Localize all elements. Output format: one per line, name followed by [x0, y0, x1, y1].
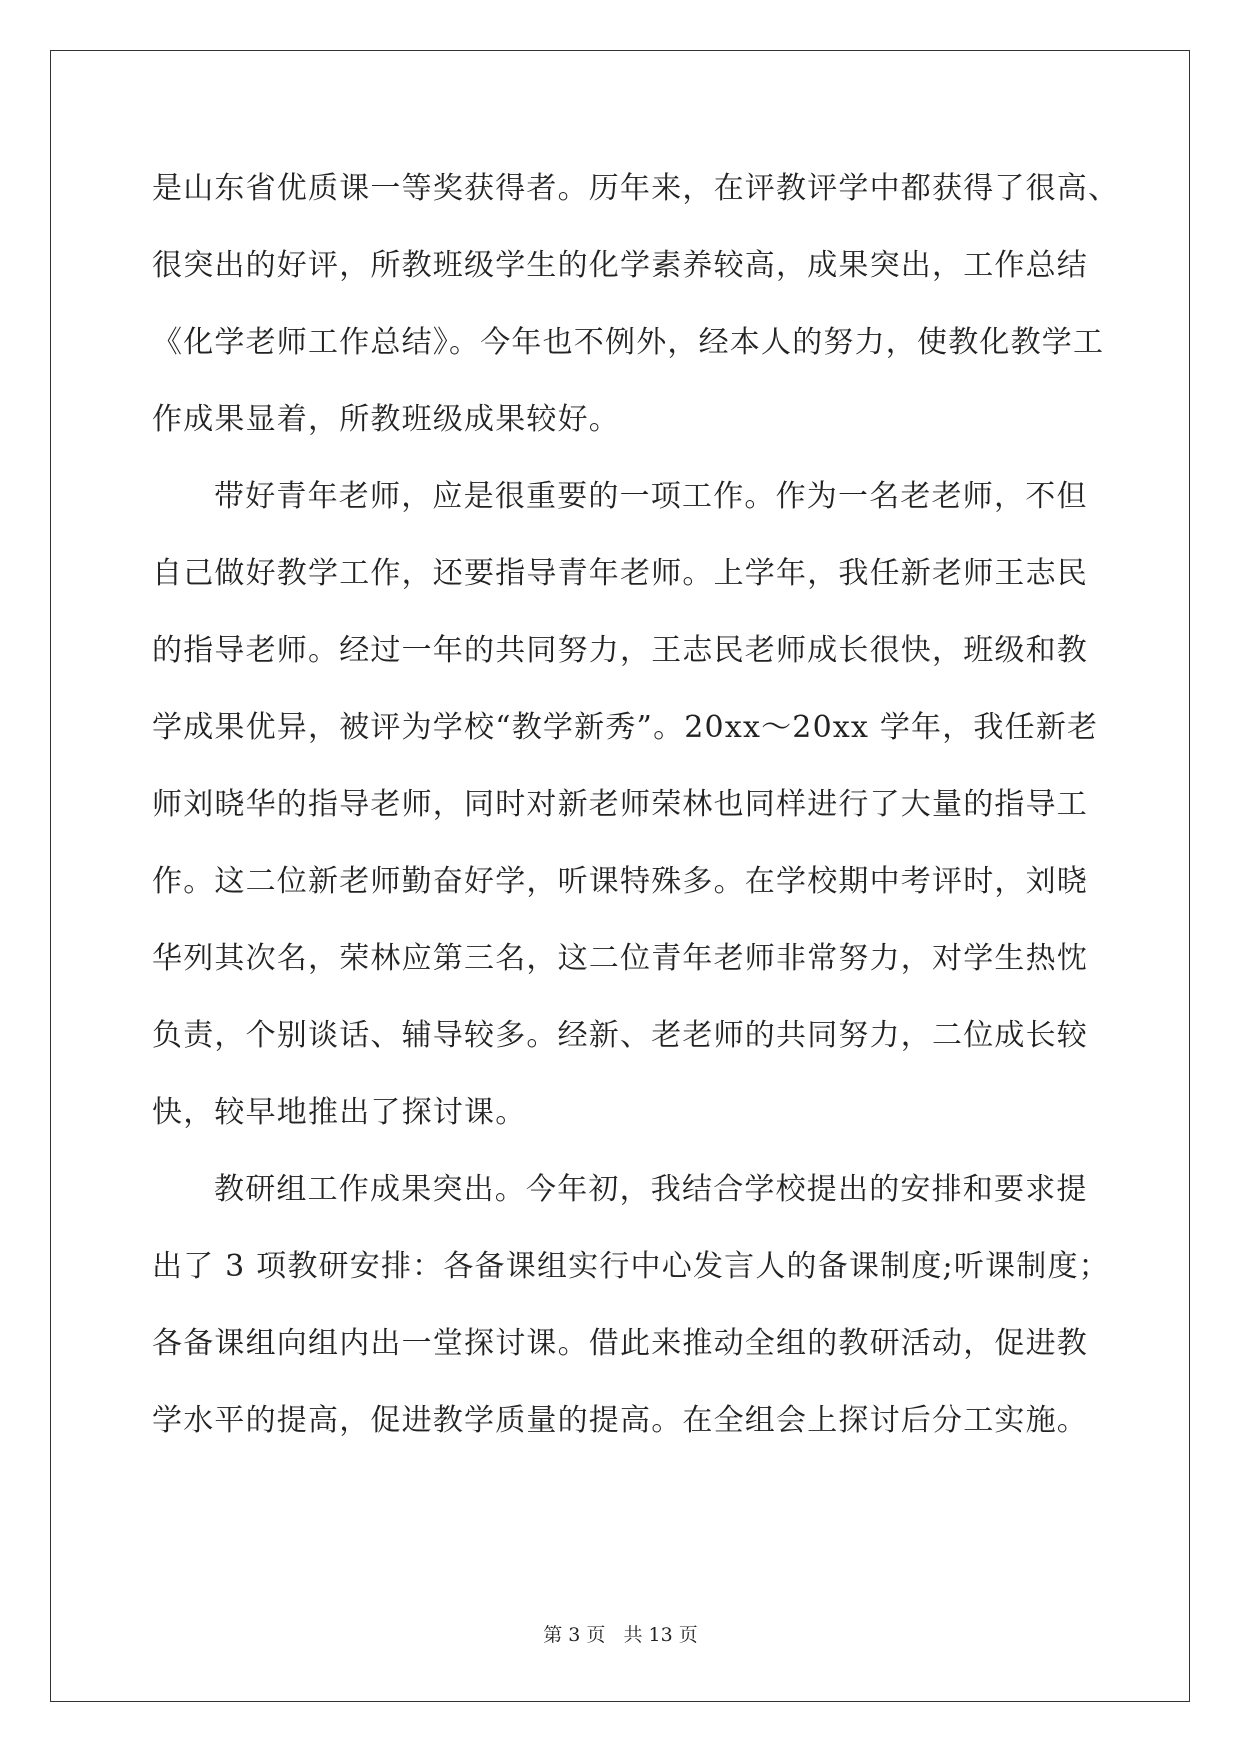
text-line: 华列其次名，荣林应第三名，这二位青年老师非常努力，对学生热忱 — [152, 941, 1088, 976]
text-line: 作。这二位新老师勤奋好学，听课特殊多。在学校期中考评时，刘晓 — [152, 864, 1088, 899]
text-line: 自己做好教学工作，还要指导青年老师。上学年，我任新老师王志民 — [152, 556, 1088, 591]
page-total: 共 13 页 — [623, 1624, 698, 1646]
text-line: 出了 3 项教研安排：各备课组实行中心发言人的备课制度;听课制度； — [152, 1249, 1110, 1284]
text-line: 《化学老师工作总结》。今年也不例外，经本人的努力，使教化教学工 — [152, 325, 1105, 360]
text-line: 师刘晓华的指导老师，同时对新老师荣林也同样进行了大量的指导工 — [152, 787, 1088, 822]
document-body — [152, 150, 1120, 1459]
text-line: 学成果优异，被评为学校“教学新秀”。20xx～20xx 学年，我任新老 — [152, 710, 1099, 745]
paragraph-start-line: 教研组工作成果突出。今年初，我结合学校提出的安排和要求提 — [214, 1172, 1088, 1207]
page-number: 第 3 页 — [543, 1624, 606, 1646]
text-line: 快，较早地推出了探讨课。 — [152, 1095, 527, 1130]
text-line: 各备课组向组内出一堂探讨课。借此来推动全组的教研活动，促进教 — [152, 1326, 1088, 1361]
text-line: 的指导老师。经过一年的共同努力，王志民老师成长很快，班级和教 — [152, 633, 1088, 668]
text-line: 作成果显着，所教班级成果较好。 — [152, 402, 620, 437]
text-line: 很突出的好评，所教班级学生的化学素养较高，成果突出，工作总结 — [152, 248, 1088, 283]
text-line: 学水平的提高，促进教学质量的提高。在全组会上探讨后分工实施。 — [152, 1403, 1088, 1438]
page-footer — [0, 1620, 1241, 1647]
text-line: 是山东省优质课一等奖获得者。历年来，在评教评学中都获得了很高、 — [152, 171, 1120, 206]
paragraph-start-line: 带好青年老师，应是很重要的一项工作。作为一名老老师，不但 — [214, 479, 1088, 514]
text-line: 负责，个别谈话、辅导较多。经新、老老师的共同努力，二位成长较 — [152, 1018, 1088, 1053]
